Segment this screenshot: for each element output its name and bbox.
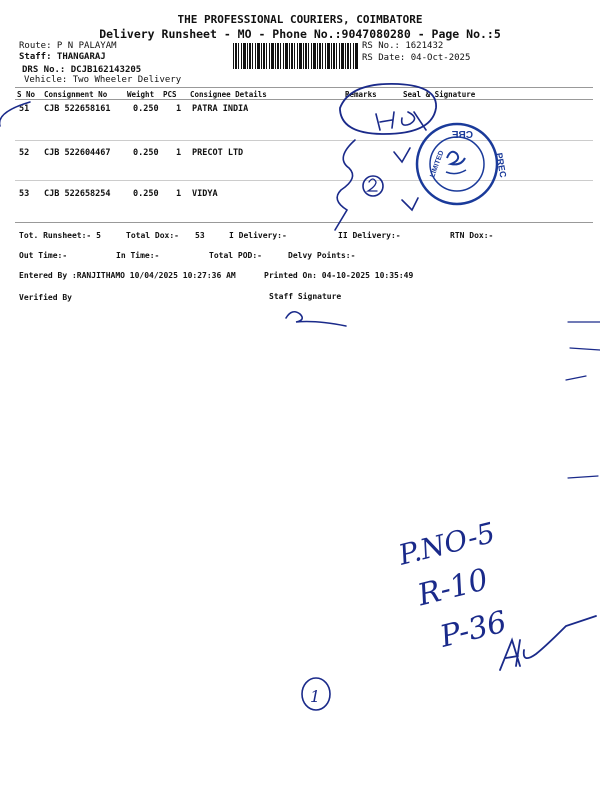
company-title: THE PROFESSIONAL COURIERS, COIMBATORE <box>177 13 423 26</box>
row-weight: 0.250 <box>133 189 159 199</box>
stamp-text-left: LIMITED <box>429 149 446 179</box>
row-pcs: 1 <box>176 189 182 199</box>
col-remarks: Remarks <box>345 90 377 99</box>
vehicle-label: Vehicle: Two Wheeler Delivery <box>24 75 182 85</box>
col-consignment: Consignment No <box>44 90 108 99</box>
table-top-rule <box>15 87 593 88</box>
row-consignment: CJB 522604467 <box>44 148 111 158</box>
total-dox-label: Total Dox:- <box>126 231 179 240</box>
verified-by: Verified By <box>19 293 72 302</box>
runsheet-title: Delivery Runsheet - MO - Phone No.:9047080280 - Page No.:5 <box>99 27 501 41</box>
total-dox-value: 53 <box>195 231 205 240</box>
table-bottom-rule <box>15 222 593 223</box>
row-divider <box>15 180 593 181</box>
row-consignee: VIDYA <box>192 189 218 199</box>
delivery-signatures <box>0 84 600 710</box>
delvy-points: Delvy Points:- <box>288 251 356 260</box>
printed-on: Printed On: 04-10-2025 10:35:49 <box>264 271 414 280</box>
total-pod: Total POD:- <box>209 251 262 260</box>
row-sno: 53 <box>19 189 30 199</box>
handwritten-p-count: P-36 <box>436 604 511 655</box>
company-seal-stamp <box>417 124 508 204</box>
row-consignment: CJB 522658254 <box>44 189 111 199</box>
out-time: Out Time:- <box>19 251 68 260</box>
col-pcs: PCS <box>163 90 177 99</box>
rs-date: RS Date: 04-Oct-2025 <box>362 53 471 63</box>
col-seal-signature: Seal & Signature <box>403 90 476 99</box>
row-consignment: CJB 522658161 <box>44 104 111 114</box>
tot-runsheet: Tot. Runsheet:- 5 <box>19 231 101 240</box>
row-pcs: 1 <box>176 148 182 158</box>
in-time: In Time:- <box>116 251 160 260</box>
handwritten-r-count: R-10 <box>414 562 492 614</box>
handwritten-page-no: P.NO-5 <box>395 515 499 572</box>
i-delivery: I Delivery:- <box>229 231 287 240</box>
circled-number-ring <box>302 678 330 710</box>
route-label: Route: P N PALAYAM <box>19 41 117 51</box>
stamp-text-top: CBE <box>451 128 473 139</box>
row-weight: 0.250 <box>133 104 159 114</box>
entered-by: Entered By :RANJITHAMO 10/04/2025 10:27:36 AM <box>19 271 236 280</box>
drs-number: DRS No.: DCJB162143205 <box>22 65 142 75</box>
col-weight: Weight <box>127 90 155 99</box>
ii-delivery: II Delivery:- <box>338 231 401 240</box>
row-sno: 52 <box>19 148 30 158</box>
col-consignee: Consignee Details <box>190 90 267 99</box>
row-divider <box>15 140 593 141</box>
handwritten-circled-one: 1 <box>310 687 321 706</box>
staff-label: Staff: THANGARAJ <box>19 52 106 62</box>
rs-number: RS No.: 1621432 <box>362 41 444 51</box>
stamp-text-right: PREC <box>494 151 509 179</box>
barcode <box>233 43 358 69</box>
row-weight: 0.250 <box>133 148 159 158</box>
row-consignee: PATRA INDIA <box>192 104 249 114</box>
row-consignee: PRECOT LTD <box>192 148 244 158</box>
row-pcs: 1 <box>176 104 182 114</box>
table-header-rule <box>15 99 593 100</box>
row-sno: 51 <box>19 104 30 114</box>
staff-signature-label: Staff Signature <box>269 292 342 301</box>
handwritten-notes <box>310 516 510 706</box>
col-sno: S No <box>17 90 36 99</box>
rtn-dox: RTN Dox:- <box>450 231 494 240</box>
